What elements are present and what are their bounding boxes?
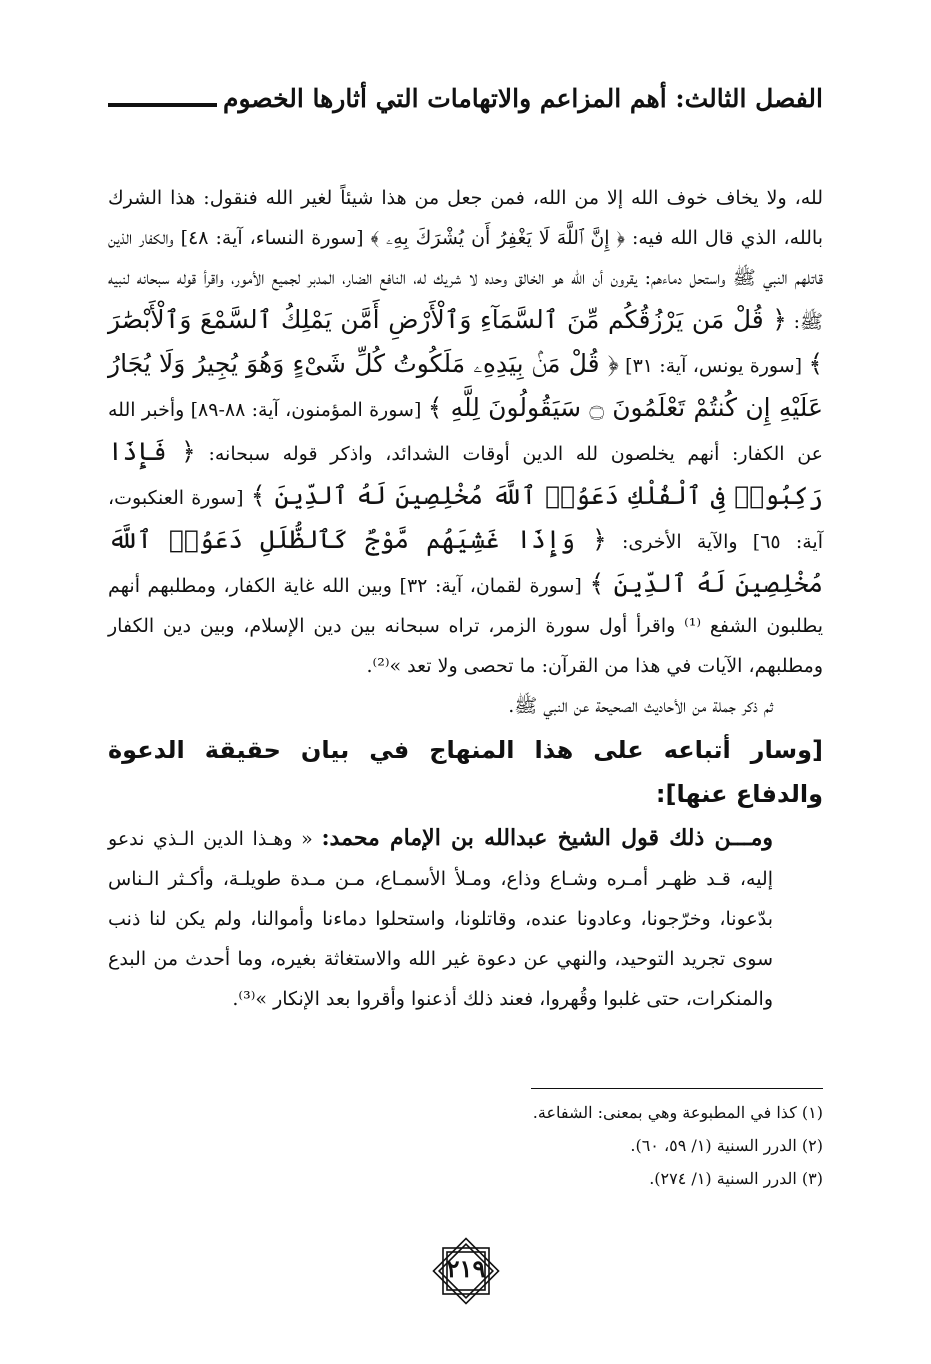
page-number-ornament [427,1232,505,1310]
footnote: (٣) الدرر السنية (١/ ٢٧٤). [649,1169,823,1188]
paragraph [108,818,823,1019]
section-heading: [وسار أتباعه على هذا المنهاج في بيان حقيقة الدعوة والدفاع عنها]: [108,736,823,808]
paragraph [108,178,823,686]
citation: [سورة يونس، آية: ٣١] [625,355,803,377]
quotation: « وهـذا الدين الـذي ندعو إليه، قـد ظهـر أمـره وشـاع وذاع، ومـلأ الأسمـاع، مـن مـدة طويلـة، وأكـثر الـناس بدّعونا، وخرّجونا، وعادونا عنده، وقاتلونا، واستحلوا دماءنا وأموالنا، ولم يكن لنا ذنب سوى تجريد التوحيد، والنهي عن دعوة غير الله والاستغاثة بغيره، وما أحدث من البدع والمنكرات، حتى غلبوا وقُهروا، فعند ذلك أذعنوا وأقروا بعد الإنكار »⁽³⁾. [108,828,773,1010]
quran-verse: ﴿ قُلْ مَن يَرْزُقُكُم مِّنَ ٱلسَّمَآءِ وَٱلْأَرْضِ أَمَّن يَمْلِكُ ٱلسَّمْعَ وَٱلْأَبْصَٰرَ ﴾ [108,305,823,378]
quran-verse: ﴿ فَإِذَا رَكِبُوا۟ فِى ٱلْفُلْكِ دَعَوُا۟ ٱللَّهَ مُخْلِصِينَ لَهُ ٱلدِّينَ ﴾ [108,437,823,510]
running-header [108,72,823,124]
text-run: لله، ولا يخاف خوف الله إلا من الله، فمن جعل من هذا شيئاً لغير الله فنقول: هذا الشرك بالله، الذي قال الله فيه: ﴿ إِنَّ ٱللَّهَ لَا يَغْفِرُ أَن يُشْرَكَ بِهِۦ ﴾ [سورة النساء، آية: ٤٨] والكفار الذين قاتلهم النبي ﷺ واستحل دماءهم: يقرون أن الله هو الخالق وحده لا شريك له، النافع الضار، المدبر لجميع الأمور، واقرأ قوله سبحانه لنبيه ﷺ: [108,187,823,333]
citation: [سورة العنكبوت، آية: ٦٥] والآية الأخرى: [108,487,823,553]
header-rule [108,103,217,107]
footnote: (١) كذا في المطبوعة وهي بمعنى: الشفاعة. [532,1103,823,1122]
paragraph: ثم ذكر جملة من الأحاديث الصحيحة عن النبي ﷺ. [508,695,773,717]
page-number: ٢١٩ [446,1254,486,1283]
text-run: [سورة لقمان، آية: ٣٢] وبين الله غاية الكفار، ومطلبهم أنهم يطلبون الشفع ⁽¹⁾ واقرأ أول سورة الزمر، تراه سبحانه بين دين الإسلام، وبين دين الكفار ومطلبهم، الآيات في هذا من القرآن: ما تحصى ولا تعد »⁽²⁾. [108,575,823,677]
chapter-title: الفصل الثالث: أهم المزاعم والاتهامات التي أثارها الخصوم [223,83,823,113]
footnotes [108,1096,823,1195]
quran-verse: ﴿ قُلْ مَنۢ بِيَدِهِۦ مَلَكُوتُ كُلِّ شَىْءٍ وَهُوَ يُجِيرُ وَلَا يُجَارُ عَلَيْهِ إِن كُنتُمْ تَعْلَمُونَ ۝ سَيَقُولُونَ لِلَّهِ ﴾ [108,349,823,422]
footnote-rule [531,1088,823,1089]
quran-verse: ﴿ وَإِذَا غَشِيَهُم مَّوْجٌ كَٱلظُّلَلِ دَعَوُا۟ ٱللَّهَ مُخْلِصِينَ لَهُ ٱلدِّينَ ﴾ [108,525,824,598]
footnote: (٢) الدرر السنية (١/ ٥٩، ٦٠). [630,1136,823,1155]
text-run: [سورة المؤمنون، آية: ٨٨-٨٩] وأخبر الله عن الكفار: أنهم يخلصون لله الدين أوقات الشدائد، واذكر قوله سبحانه: [108,399,823,465]
quote-lead: ومـــن ذلك قول الشيخ عبدالله بن الإمام محمد: [321,825,774,851]
main-text [108,178,823,1019]
